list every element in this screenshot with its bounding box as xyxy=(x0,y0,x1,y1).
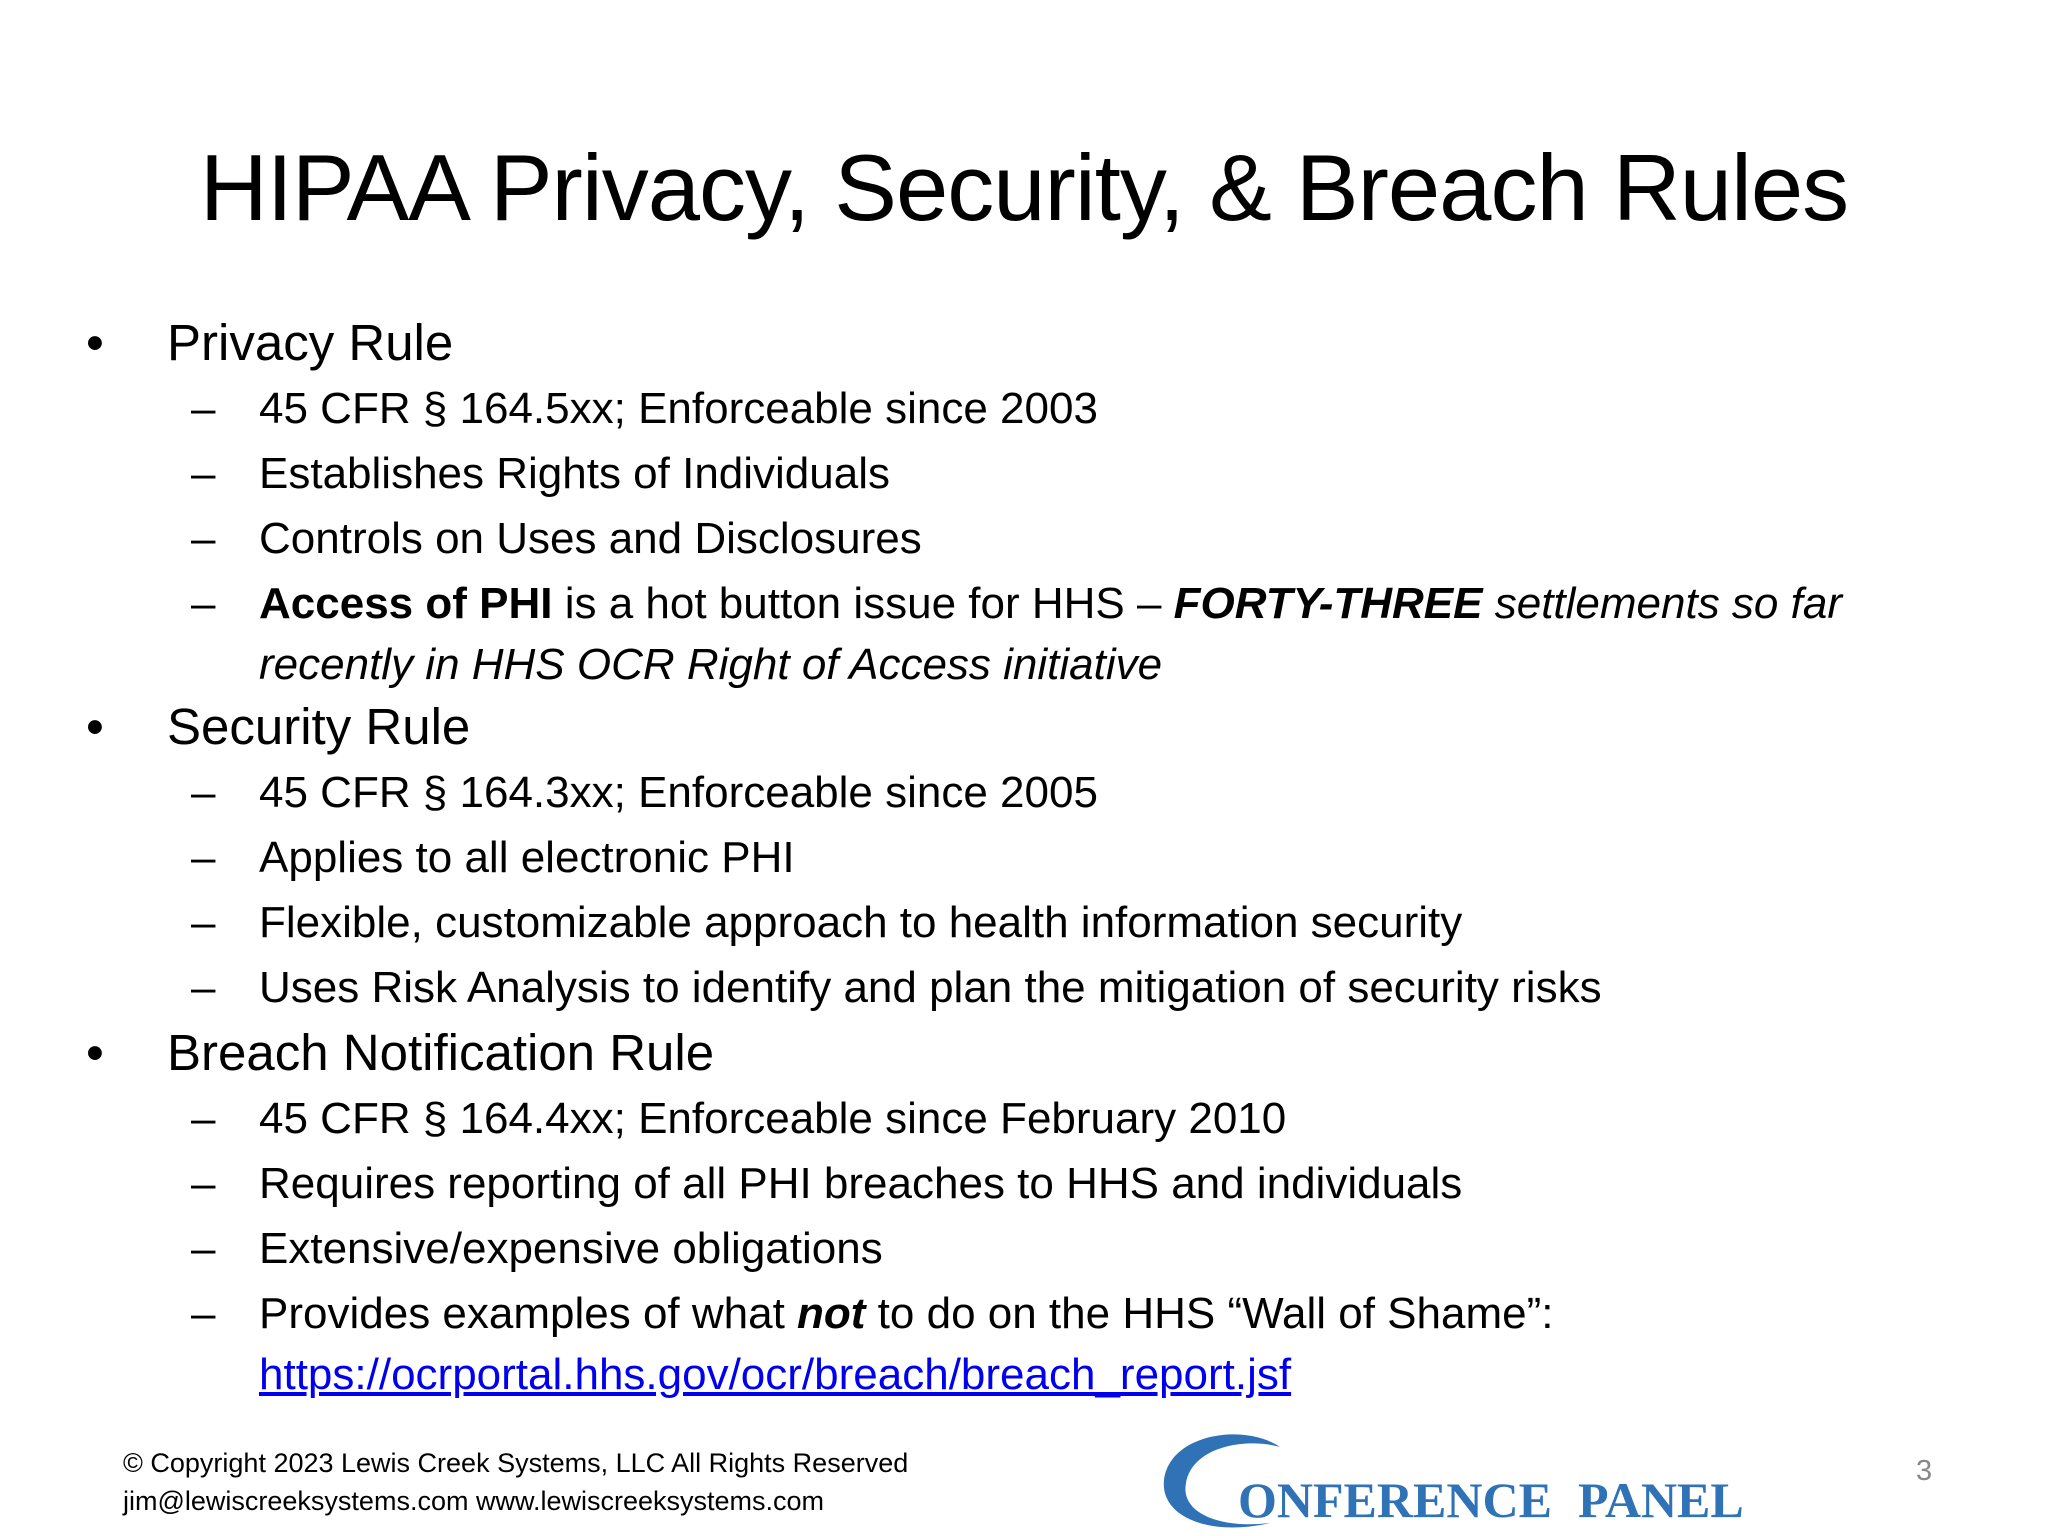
dash: – xyxy=(191,579,216,628)
sub-item-text: Flexible, customizable approach to health information security xyxy=(259,898,1463,947)
sub-item xyxy=(0,760,2048,825)
sub-item-text: Applies to all electronic PHI xyxy=(259,833,795,882)
sub-item xyxy=(0,376,2048,441)
dash: – xyxy=(191,833,216,882)
not-emphasis: not xyxy=(797,1289,866,1338)
sub-item xyxy=(0,825,2048,890)
access-phi-tail: settlements so far xyxy=(1482,579,1842,628)
sub-item-text: 45 CFR § 164.4xx; Enforceable since February 2010 xyxy=(259,1094,1287,1143)
sub-item xyxy=(0,890,2048,955)
footer-contact: jim@lewiscreeksystems.com www.lewiscreeksystems.com xyxy=(123,1486,825,1516)
dash: – xyxy=(191,768,216,817)
dash: – xyxy=(191,898,216,947)
access-phi-bold: Access of PHI xyxy=(259,579,553,628)
sub-item-text: Establishes Rights of Individuals xyxy=(259,449,890,498)
sub-item xyxy=(0,441,2048,506)
conference-panel-logo xyxy=(1150,1425,1770,1536)
sub-item xyxy=(0,955,2048,1020)
bullet-heading: Privacy Rule xyxy=(167,314,454,371)
sub-item xyxy=(0,1086,2048,1151)
bullet-dot: • xyxy=(86,314,104,371)
sub-item-text: 45 CFR § 164.5xx; Enforceable since 2003 xyxy=(259,384,1098,433)
sub-item-wall-of-shame xyxy=(0,1281,2048,1404)
bullet-list xyxy=(0,310,2048,1404)
sub-item xyxy=(0,1151,2048,1216)
dash: – xyxy=(191,1094,216,1143)
breach-report-link[interactable]: https://ocrportal.hhs.gov/ocr/breach/breach_report.jsf xyxy=(259,1350,1292,1399)
sub-item-text: 45 CFR § 164.3xx; Enforceable since 2005 xyxy=(259,768,1098,817)
bullet-privacy-rule xyxy=(0,310,2048,376)
footer-copyright: © Copyright 2023 Lewis Creek Systems, LLC All Rights Reserved xyxy=(123,1448,909,1478)
slide-title: HIPAA Privacy, Security, & Breach Rules xyxy=(199,135,1849,240)
dash: – xyxy=(191,1224,216,1273)
dash: – xyxy=(191,963,216,1012)
forty-three-emphasis: FORTY-THREE xyxy=(1173,579,1483,628)
logo-word-conference: ONFERENCE xyxy=(1238,1472,1552,1528)
wall-of-shame-lead: Provides examples of what xyxy=(259,1289,798,1338)
bullet-dot: • xyxy=(86,698,104,755)
dash: – xyxy=(191,1289,216,1338)
access-phi-mid: is a hot button issue for HHS – xyxy=(552,579,1174,628)
sub-item xyxy=(0,506,2048,571)
footer xyxy=(123,1444,908,1520)
sub-item-text: Uses Risk Analysis to identify and plan the mitigation of security risks xyxy=(259,963,1602,1012)
dash: – xyxy=(191,384,216,433)
bullet-dot: • xyxy=(86,1024,104,1081)
access-phi-line2: recently in HHS OCR Right of Access initiative xyxy=(259,640,1163,689)
sub-item-text: Extensive/expensive obligations xyxy=(259,1224,883,1273)
bullet-security-rule xyxy=(0,694,2048,760)
logo-word-panel: PANEL xyxy=(1578,1472,1744,1528)
bullet-heading: Breach Notification Rule xyxy=(167,1024,715,1081)
sub-item-access-phi xyxy=(0,571,2048,694)
page-number: 3 xyxy=(1916,1455,1933,1487)
dash: – xyxy=(191,514,216,563)
bullet-heading: Security Rule xyxy=(167,698,471,755)
sub-item-text: Controls on Uses and Disclosures xyxy=(259,514,922,563)
dash: – xyxy=(191,1159,216,1208)
sub-item xyxy=(0,1216,2048,1281)
bullet-breach-notification-rule xyxy=(0,1020,2048,1086)
sub-item-text: Requires reporting of all PHI breaches to HHS and individuals xyxy=(259,1159,1463,1208)
dash: – xyxy=(191,449,216,498)
wall-of-shame-tail: to do on the HHS “Wall of Shame”: xyxy=(865,1289,1554,1338)
